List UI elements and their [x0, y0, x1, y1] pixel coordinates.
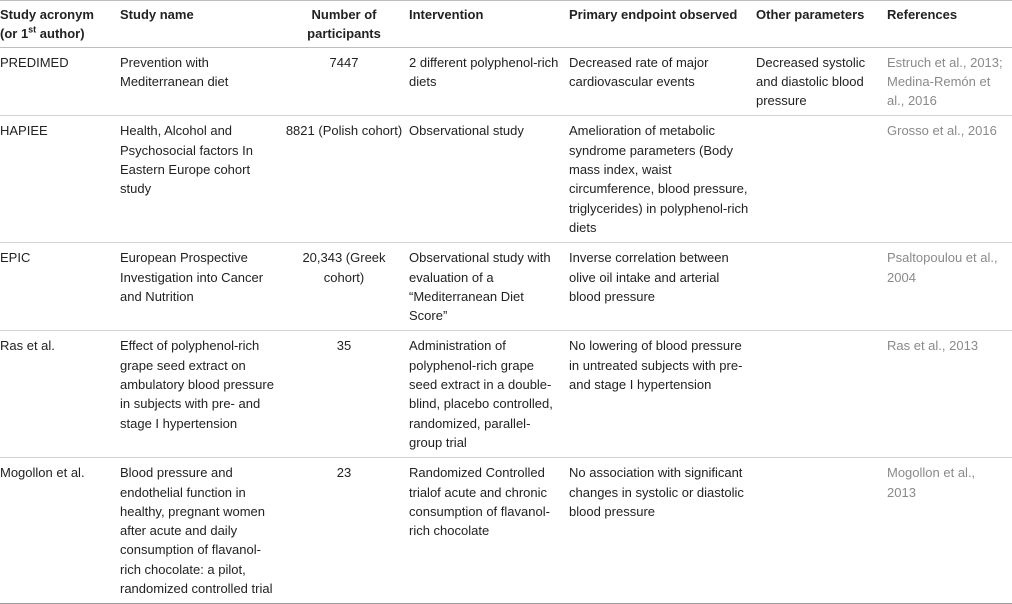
header-participants: Number of participants [307, 7, 381, 42]
header-primary-endpoint: Primary endpoint observed [569, 7, 738, 22]
header-other-parameters: Other parameters [756, 7, 865, 22]
cell-primary-endpoint: Amelioration of metabolic syndrome parameters (Body mass index, waist circumference, blood pressure, triglycerides) in polyphenol-rich diets [569, 123, 749, 235]
cell-study-name: European Prospective Investigation into Cancer and Nutrition [120, 250, 264, 304]
cell-references[interactable]: Grosso et al., 2016 [887, 123, 997, 139]
cell-other-parameters [756, 243, 887, 331]
cell-other-parameters: Decreased systolic and diastolic blood pressure [756, 54, 866, 109]
cell-participants: 23 [336, 465, 352, 481]
cell-acronym: PREDIMED [0, 54, 69, 70]
cell-references[interactable]: Estruch et al., 2013; Medina-Remón et al., 2016 [887, 54, 1003, 109]
table-row [0, 243, 1012, 331]
cell-primary-endpoint: No lowering of blood pressure in untreated subjects with pre- and stage I hypertension [569, 338, 743, 393]
cell-other-parameters [756, 331, 887, 458]
cell-primary-endpoint: No association with significant changes in systolic or diastolic blood pressure [569, 465, 744, 519]
cell-study-name: Health, Alcohol and Psychosocial factors In Eastern Europe cohort study [120, 123, 253, 197]
cell-participants: 8821 (Polish cohort) [285, 123, 403, 139]
cell-intervention: Administration of polyphenol-rich grape seed extract in a double-blind, placebo controlled, randomized, parallel-group trial [409, 338, 553, 450]
cell-participants: 20,343 (Greek cohort) [302, 250, 386, 285]
header-intervention: Intervention [409, 7, 484, 22]
cell-primary-endpoint: Decreased rate of major cardiovascular events [569, 54, 709, 89]
cell-intervention: Observational study with evaluation of a “Mediterranean Diet Score” [409, 250, 551, 324]
header-study-name: Study name [120, 7, 194, 22]
cell-study-name: Effect of polyphenol-rich grape seed extract on ambulatory blood pressure in subjects with pre- and stage I hypertension [120, 338, 274, 431]
cell-acronym: Mogollon et al. [0, 465, 85, 481]
cell-acronym: EPIC [0, 250, 31, 266]
cell-other-parameters [756, 458, 887, 604]
cell-references[interactable]: Ras et al., 2013 [887, 338, 979, 354]
table-header [0, 1, 1012, 48]
cell-other-parameters [756, 116, 887, 243]
table-body [0, 47, 1012, 604]
cell-intervention: Observational study [409, 123, 524, 139]
table-row [0, 47, 1012, 116]
cell-intervention: Randomized Controlled trialof acute and chronic consumption of flavanol-rich chocolate [409, 465, 550, 539]
header-study-acronym: Study acronym (or 1st author) [0, 7, 94, 42]
cell-participants: 7447 [329, 54, 359, 70]
cell-primary-endpoint: Inverse correlation between olive oil intake and arterial blood pressure [569, 250, 729, 304]
cell-references[interactable]: Psaltopoulou et al., 2004 [887, 250, 998, 285]
cell-study-name: Prevention with Mediterranean diet [120, 54, 229, 89]
table-row [0, 331, 1012, 458]
cell-acronym: HAPIEE [0, 123, 48, 139]
table-row [0, 116, 1012, 243]
header-row [0, 1, 1012, 48]
header-references: References [887, 7, 958, 22]
table-row [0, 458, 1012, 604]
cell-acronym: Ras et al. [0, 338, 55, 354]
cell-participants: 35 [336, 338, 352, 354]
cell-references[interactable]: Mogollon et al., 2013 [887, 465, 976, 500]
cell-intervention: 2 different polyphenol-rich diets [409, 54, 559, 89]
cell-study-name: Blood pressure and endothelial function in healthy, pregnant women after acute and daily consumption of flavanol-rich chocolate: a pilot, randomized controlled trial [120, 465, 273, 597]
